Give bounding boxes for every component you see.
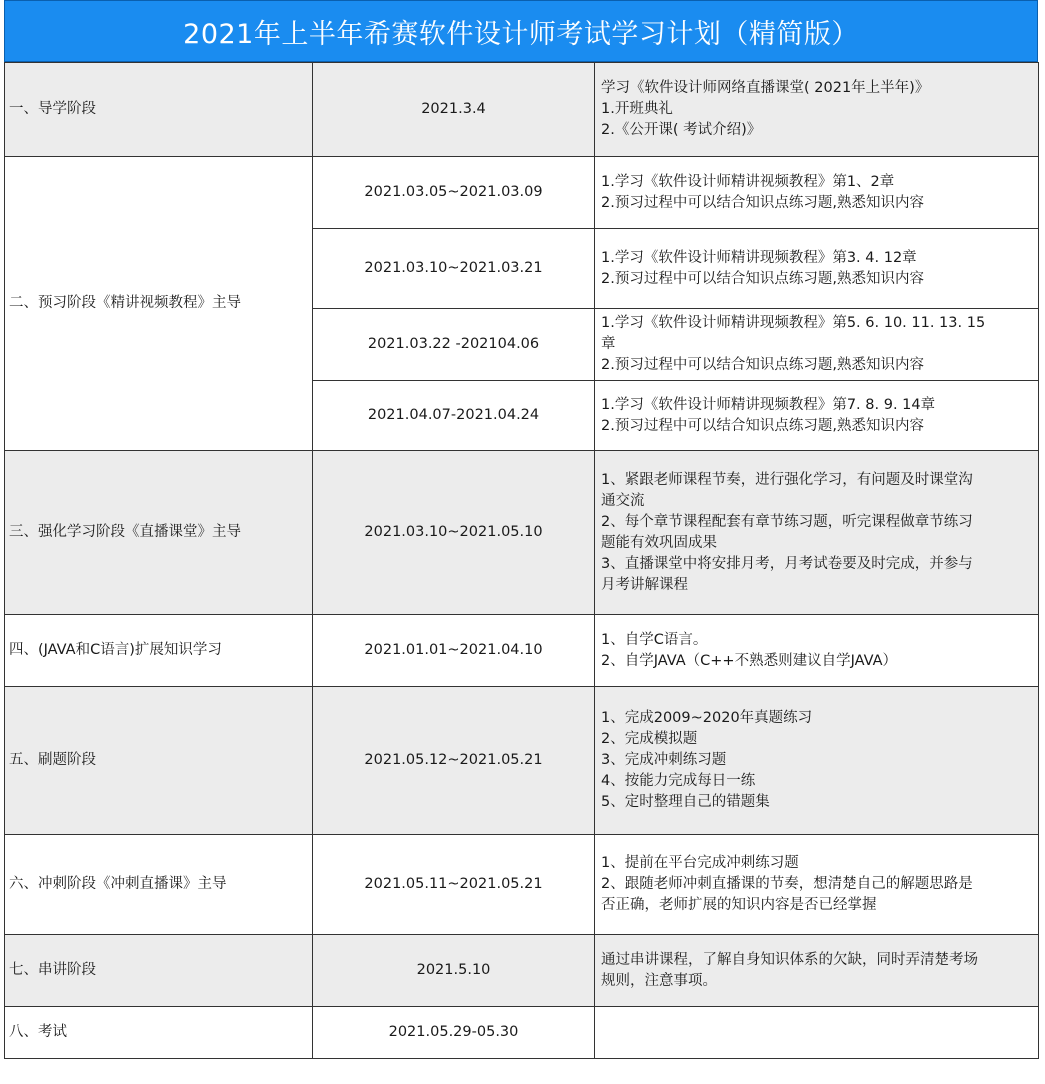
description-cell — [595, 615, 1039, 687]
date-cell: 2021.3.4 — [313, 63, 595, 157]
stage-cell: 六、冲刺阶段《冲刺直播课》主导 — [5, 835, 313, 935]
study-plan-sheet — [4, 0, 1038, 1059]
description-line: 1.学习《软件设计师精讲视频教程》第1、2章 — [601, 173, 895, 190]
description-line: 2、完成模拟题 — [601, 731, 698, 747]
description-cell — [595, 63, 1039, 157]
date-cell: 2021.5.10 — [313, 935, 595, 1007]
stage-cell: 八、考试 — [5, 1007, 313, 1059]
date-cell: 2021.03.05~2021.03.09 — [313, 157, 595, 229]
description-line: 4、按能力完成每日一练 — [601, 773, 756, 789]
description-line: 2.预习过程中可以结合知识点练习题,熟悉知识内容 — [601, 417, 924, 434]
date-cell: 2021.05.29-05.30 — [313, 1007, 595, 1059]
date-cell: 2021.03.10~2021.03.21 — [313, 229, 595, 309]
description-cell — [595, 309, 1039, 381]
date-cell: 2021.05.11~2021.05.21 — [313, 835, 595, 935]
description-cell — [595, 935, 1039, 1007]
description-cell — [595, 229, 1039, 309]
table-row — [5, 615, 1039, 687]
description-cell — [595, 451, 1039, 615]
stage-cell: 二、预习阶段《精讲视频教程》主导 — [5, 157, 313, 451]
description-line: 月考讲解课程 — [601, 576, 688, 593]
description-line: 题能有效巩固成果 — [601, 534, 717, 551]
date-cell: 2021.01.01~2021.04.10 — [313, 615, 595, 687]
description-line: 1、完成2009~2020年真题练习 — [601, 710, 813, 726]
description-cell — [595, 157, 1039, 229]
description-line: 章 — [601, 336, 616, 352]
description-line: 通过串讲课程，了解自身知识体系的欠缺，同时弄清楚考场 — [601, 951, 978, 968]
table-row — [5, 835, 1039, 935]
description-line: 2、跟随老师冲刺直播课的节奏，想清楚自己的解题思路是 — [601, 876, 973, 892]
description-line: 2.《公开课( 考试介绍)》 — [601, 122, 762, 138]
description-line: 5、定时整理自己的错题集 — [601, 794, 770, 810]
table-row — [5, 1007, 1039, 1059]
description-cell — [595, 1007, 1039, 1059]
description-line: 2.预习过程中可以结合知识点练习题,熟悉知识内容 — [601, 270, 924, 287]
description-line: 1、提前在平台完成冲刺练习题 — [601, 855, 799, 871]
date-cell: 2021.03.10~2021.05.10 — [313, 451, 595, 615]
description-cell — [595, 835, 1039, 935]
description-line: 规则，注意事项。 — [601, 972, 717, 989]
table-row — [5, 687, 1039, 835]
date-cell: 2021.05.12~2021.05.21 — [313, 687, 595, 835]
description-line: 1.开班典礼 — [601, 101, 673, 117]
description-line: 3、完成冲刺练习题 — [601, 752, 727, 768]
table-row — [5, 451, 1039, 615]
stage-cell: 四、(JAVA和C语言)扩展知识学习 — [5, 615, 313, 687]
stage-cell: 一、导学阶段 — [5, 63, 313, 157]
plan-table-body — [5, 63, 1039, 1059]
description-line: 2.预习过程中可以结合知识点练习题,熟悉知识内容 — [601, 194, 924, 211]
stage-cell: 五、刷题阶段 — [5, 687, 313, 835]
description-line: 学习《软件设计师网络直播课堂( 2021年上半年)》 — [601, 80, 930, 96]
page-title: 2021年上半年希赛软件设计师考试学习计划（精简版） — [4, 0, 1038, 62]
description-cell — [595, 687, 1039, 835]
description-line: 1.学习《软件设计师精讲现频教程》第7. 8. 9. 14章 — [601, 396, 936, 413]
description-cell — [595, 381, 1039, 451]
table-row — [5, 935, 1039, 1007]
stage-cell: 七、串讲阶段 — [5, 935, 313, 1007]
table-row — [5, 63, 1039, 157]
description-line: 1.学习《软件设计师精讲现频教程》第3. 4. 12章 — [601, 249, 917, 266]
description-line: 1、紧跟老师课程节奏，进行强化学习，有问题及时课堂沟 — [601, 471, 973, 488]
description-line: 2、自学JAVA（C++不熟悉则建议自学JAVA） — [601, 652, 897, 669]
description-line: 通交流 — [601, 492, 645, 509]
description-line: 2.预习过程中可以结合知识点练习题,熟悉知识内容 — [601, 357, 924, 373]
description-line: 1、自学C语言。 — [601, 631, 708, 648]
description-line: 2、每个章节课程配套有章节练习题，听完课程做章节练习 — [601, 513, 973, 530]
plan-table — [4, 62, 1039, 1059]
date-cell: 2021.03.22 -202104.06 — [313, 309, 595, 381]
date-cell: 2021.04.07-2021.04.24 — [313, 381, 595, 451]
description-line: 3、直播课堂中将安排月考，月考试卷要及时完成，并参与 — [601, 555, 973, 572]
table-row — [5, 157, 1039, 229]
description-line: 1.学习《软件设计师精讲现频教程》第5. 6. 10. 11. 13. 15 — [601, 315, 986, 331]
description-line: 否正确，老师扩展的知识内容是否已经掌握 — [601, 897, 877, 913]
stage-cell: 三、强化学习阶段《直播课堂》主导 — [5, 451, 313, 615]
